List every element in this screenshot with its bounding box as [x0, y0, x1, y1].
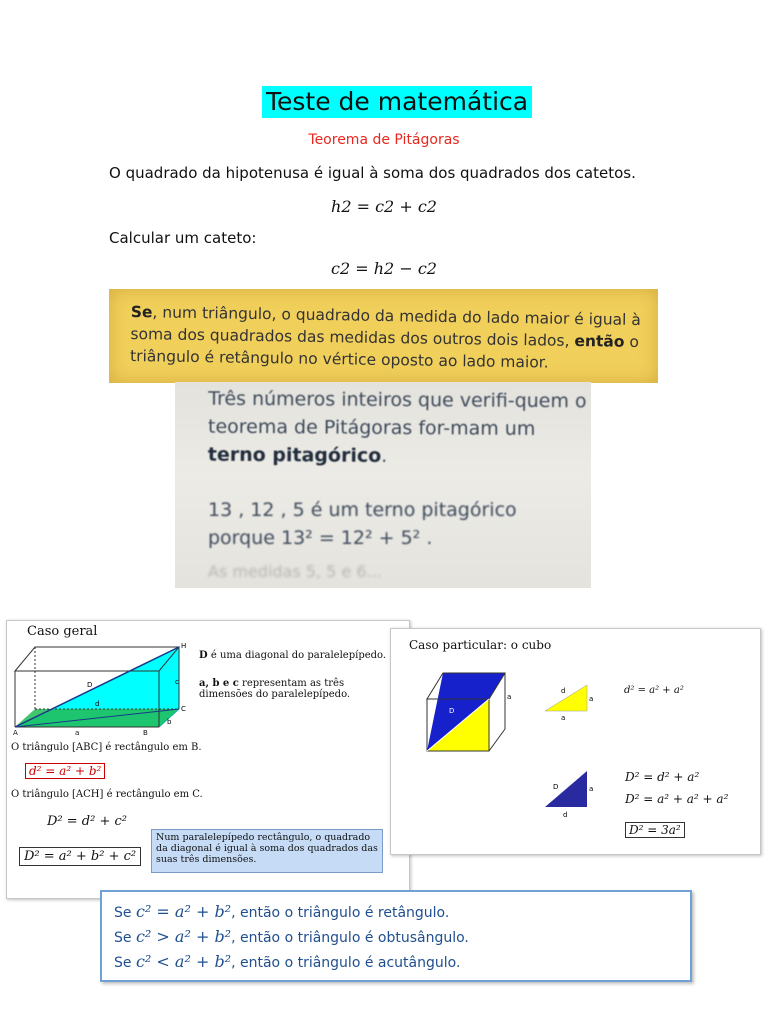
- triple-text1: Três números inteiros que verifi-quem o teorema de Pitágoras for-mam um: [207, 387, 587, 440]
- pythagorean-triple-photo: [175, 382, 591, 588]
- intro-text: O quadrado da hipotenusa é igual à soma dos quadrados dos catetos.: [109, 164, 636, 182]
- label-A: A: [13, 729, 18, 737]
- equation-abc: d² = a² + b²: [25, 763, 105, 779]
- label-a: a: [75, 729, 80, 737]
- label-d: d: [95, 700, 100, 708]
- rule-right: [114, 902, 449, 921]
- desc-D-letter: D: [199, 650, 208, 661]
- label-c: c: [175, 678, 179, 686]
- cube-eq2: D² = d² + a²: [625, 770, 700, 784]
- formula-cathetus: 𝑐2 = ℎ2 − 𝑐2: [331, 259, 437, 278]
- rule-obtuse: [114, 927, 469, 946]
- faded-text: As medidas 5, 5 e 6...: [208, 562, 382, 581]
- desc-diagonal: [199, 650, 399, 661]
- label-b: b: [167, 718, 172, 726]
- rule3-text: , então o triângulo é acutângulo.: [231, 955, 461, 971]
- cube-diagram: [421, 669, 511, 764]
- general-case-heading: Caso geral: [27, 624, 98, 639]
- small-blue-triangle: [541, 767, 596, 819]
- btri-label-a: a: [589, 785, 594, 793]
- classification-box: [100, 890, 692, 982]
- cube-eq3: D² = a² + a² + a²: [625, 792, 729, 806]
- rule2-text: , então o triângulo é obtusângulo.: [231, 930, 469, 946]
- cube-case-panel: [390, 628, 761, 855]
- cube-eq1: d² = a² + a²: [624, 685, 684, 696]
- triple-bold: terno pitagórico: [207, 443, 382, 467]
- label-B: B: [143, 729, 148, 737]
- small-yellow-triangle: [541, 679, 596, 721]
- converse-part2: o triângulo é retângulo no vértice oposto ao lado maior.: [129, 332, 640, 372]
- tri-label-a2: a: [561, 714, 566, 721]
- converse-part1: , num triângulo, o quadrado da medida do lado maior é igual à soma dos quadrados das medidas dos outros dois lados,: [130, 303, 641, 350]
- triple-definition: [208, 385, 589, 472]
- yellow-triangle: [545, 685, 587, 711]
- cube-case-heading: Caso particular: o cubo: [409, 638, 552, 652]
- rule-acute: [114, 952, 460, 971]
- bottom-labels: [7, 729, 197, 739]
- cube-eq-final: D² = 3a²: [625, 822, 685, 838]
- cube-label-a: a: [507, 693, 511, 701]
- label-H: H: [181, 642, 187, 650]
- tri-label-a: a: [589, 695, 594, 703]
- triple-example: [208, 496, 517, 552]
- equation-ach: D² = d² + c²: [47, 814, 127, 829]
- rule3-math: c² < a² + b²: [135, 952, 232, 971]
- se-bold: Se: [130, 302, 153, 322]
- desc-dimensions: [199, 678, 399, 700]
- rule2-math: c² > a² + b²: [135, 927, 232, 946]
- page-title: Teste de matemática: [262, 86, 532, 118]
- triangle-ach-text: O triângulo [ACH] é rectângulo em C.: [11, 789, 203, 800]
- rule3-se: Se: [114, 955, 136, 971]
- example-line1: 13 , 12 , 5 é um terno pitagórico: [208, 499, 517, 521]
- theorem-converse-text: [130, 301, 651, 375]
- desc-abc-text: representam as três dimensões do paralelepípedo.: [199, 678, 351, 700]
- general-case-panel: [6, 620, 410, 899]
- page-subtitle: Teorema de Pitágoras: [308, 132, 460, 148]
- label-C: C: [181, 705, 186, 713]
- desc-D-text: é uma diagonal do paralelepípedo.: [210, 650, 387, 661]
- blue-triangle: [545, 771, 587, 807]
- theorem-converse-box: [109, 289, 658, 383]
- btri-label-d: d: [563, 811, 568, 819]
- cube-label-D: D: [449, 707, 455, 715]
- desc-abc-bold: a, b e c: [199, 678, 239, 689]
- example-line2: porque 13² = 12² + 5² .: [208, 527, 433, 549]
- formula-hypotenuse: ℎ2 = 𝑐2 + 𝑐2: [331, 197, 437, 216]
- summary-note: Num paralelepípedo rectângulo, o quadrado da diagonal é igual à soma dos quadrados das suas três dimensões.: [151, 829, 383, 873]
- rule2-se: Se: [114, 930, 136, 946]
- label-D: D: [87, 681, 93, 689]
- parallelepiped-diagram: [7, 639, 197, 729]
- rule1-text: , então o triângulo é retângulo.: [231, 905, 450, 921]
- calc-label: Calcular um cateto:: [109, 229, 257, 247]
- rule1-se: Se: [114, 905, 136, 921]
- btri-label-D: D: [553, 783, 559, 791]
- rule1-math: c² = a² + b²: [135, 902, 232, 921]
- tri-label-d: d: [561, 687, 566, 695]
- triangle-abc-text: O triângulo [ABC] é rectângulo em B.: [11, 742, 202, 753]
- equation-final: D² = a² + b² + c²: [19, 847, 141, 866]
- entao-bold: então: [574, 331, 625, 351]
- triple-text2: .: [381, 444, 388, 467]
